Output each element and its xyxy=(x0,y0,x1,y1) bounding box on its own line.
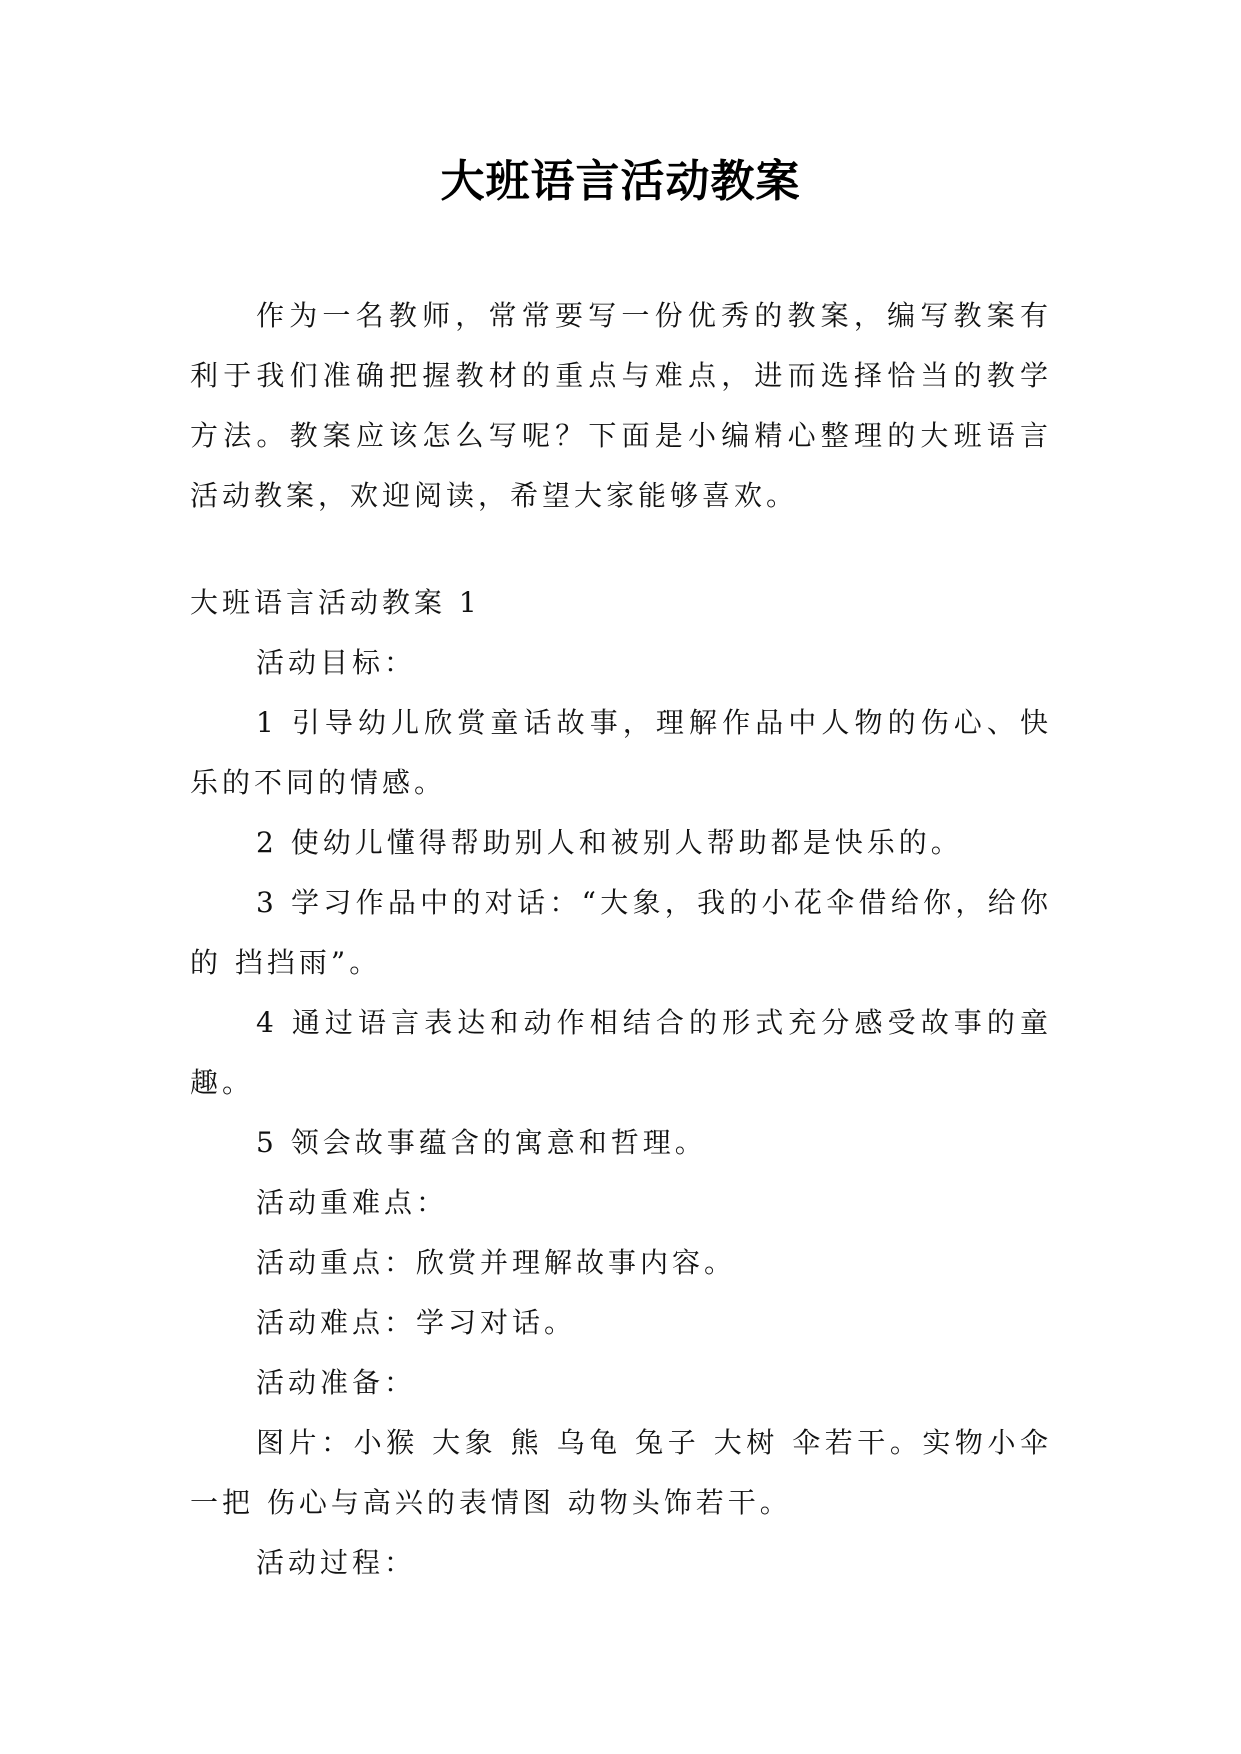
section-heading: 大班语言活动教案 1 xyxy=(190,586,481,619)
goal-item-2: 2 使幼儿懂得帮助别人和被别人帮助都是快乐的。 xyxy=(256,826,963,859)
intro-block xyxy=(190,286,1052,526)
goal-item-1: 1 引导幼儿欣赏童话故事，理解作品中人物的伤心、快乐的不同的情感。 xyxy=(190,706,1052,799)
goal-item-3: 3 学习作品中的对话：“大象，我的小花伞借给你，给你的 挡挡雨”。 xyxy=(190,886,1052,979)
difficulty-text: 活动难点：学习对话。 xyxy=(256,1306,577,1339)
key-difficulty-label: 活动重难点： xyxy=(256,1186,449,1219)
preparation-text: 图片：小猴 大象 熊 乌龟 兔子 大树 伞若干。实物小伞一把 伤心与高兴的表情图 动物头饰若干。 xyxy=(190,1426,1052,1519)
goal-item-5: 5 领会故事蕴含的寓意和哲理。 xyxy=(256,1126,707,1159)
section-1 xyxy=(190,573,1052,1593)
goal-item-4: 4 通过语言表达和动作相结合的形式充分感受故事的童趣。 xyxy=(190,1006,1052,1099)
key-point-text: 活动重点：欣赏并理解故事内容。 xyxy=(256,1246,737,1279)
preparation-label: 活动准备： xyxy=(256,1366,417,1399)
goals-label: 活动目标： xyxy=(256,646,417,679)
process-label: 活动过程： xyxy=(256,1546,417,1579)
intro-paragraph: 作为一名教师，常常要写一份优秀的教案，编写教案有利于我们准确把握教材的重点与难点，进而选择恰当的教学方法。教案应该怎么写呢？下面是小编精心整理的大班语言活动教案，欢迎阅读，希望大家能够喜欢。 xyxy=(190,299,1052,512)
document-title: 大班语言活动教案 xyxy=(440,156,801,207)
